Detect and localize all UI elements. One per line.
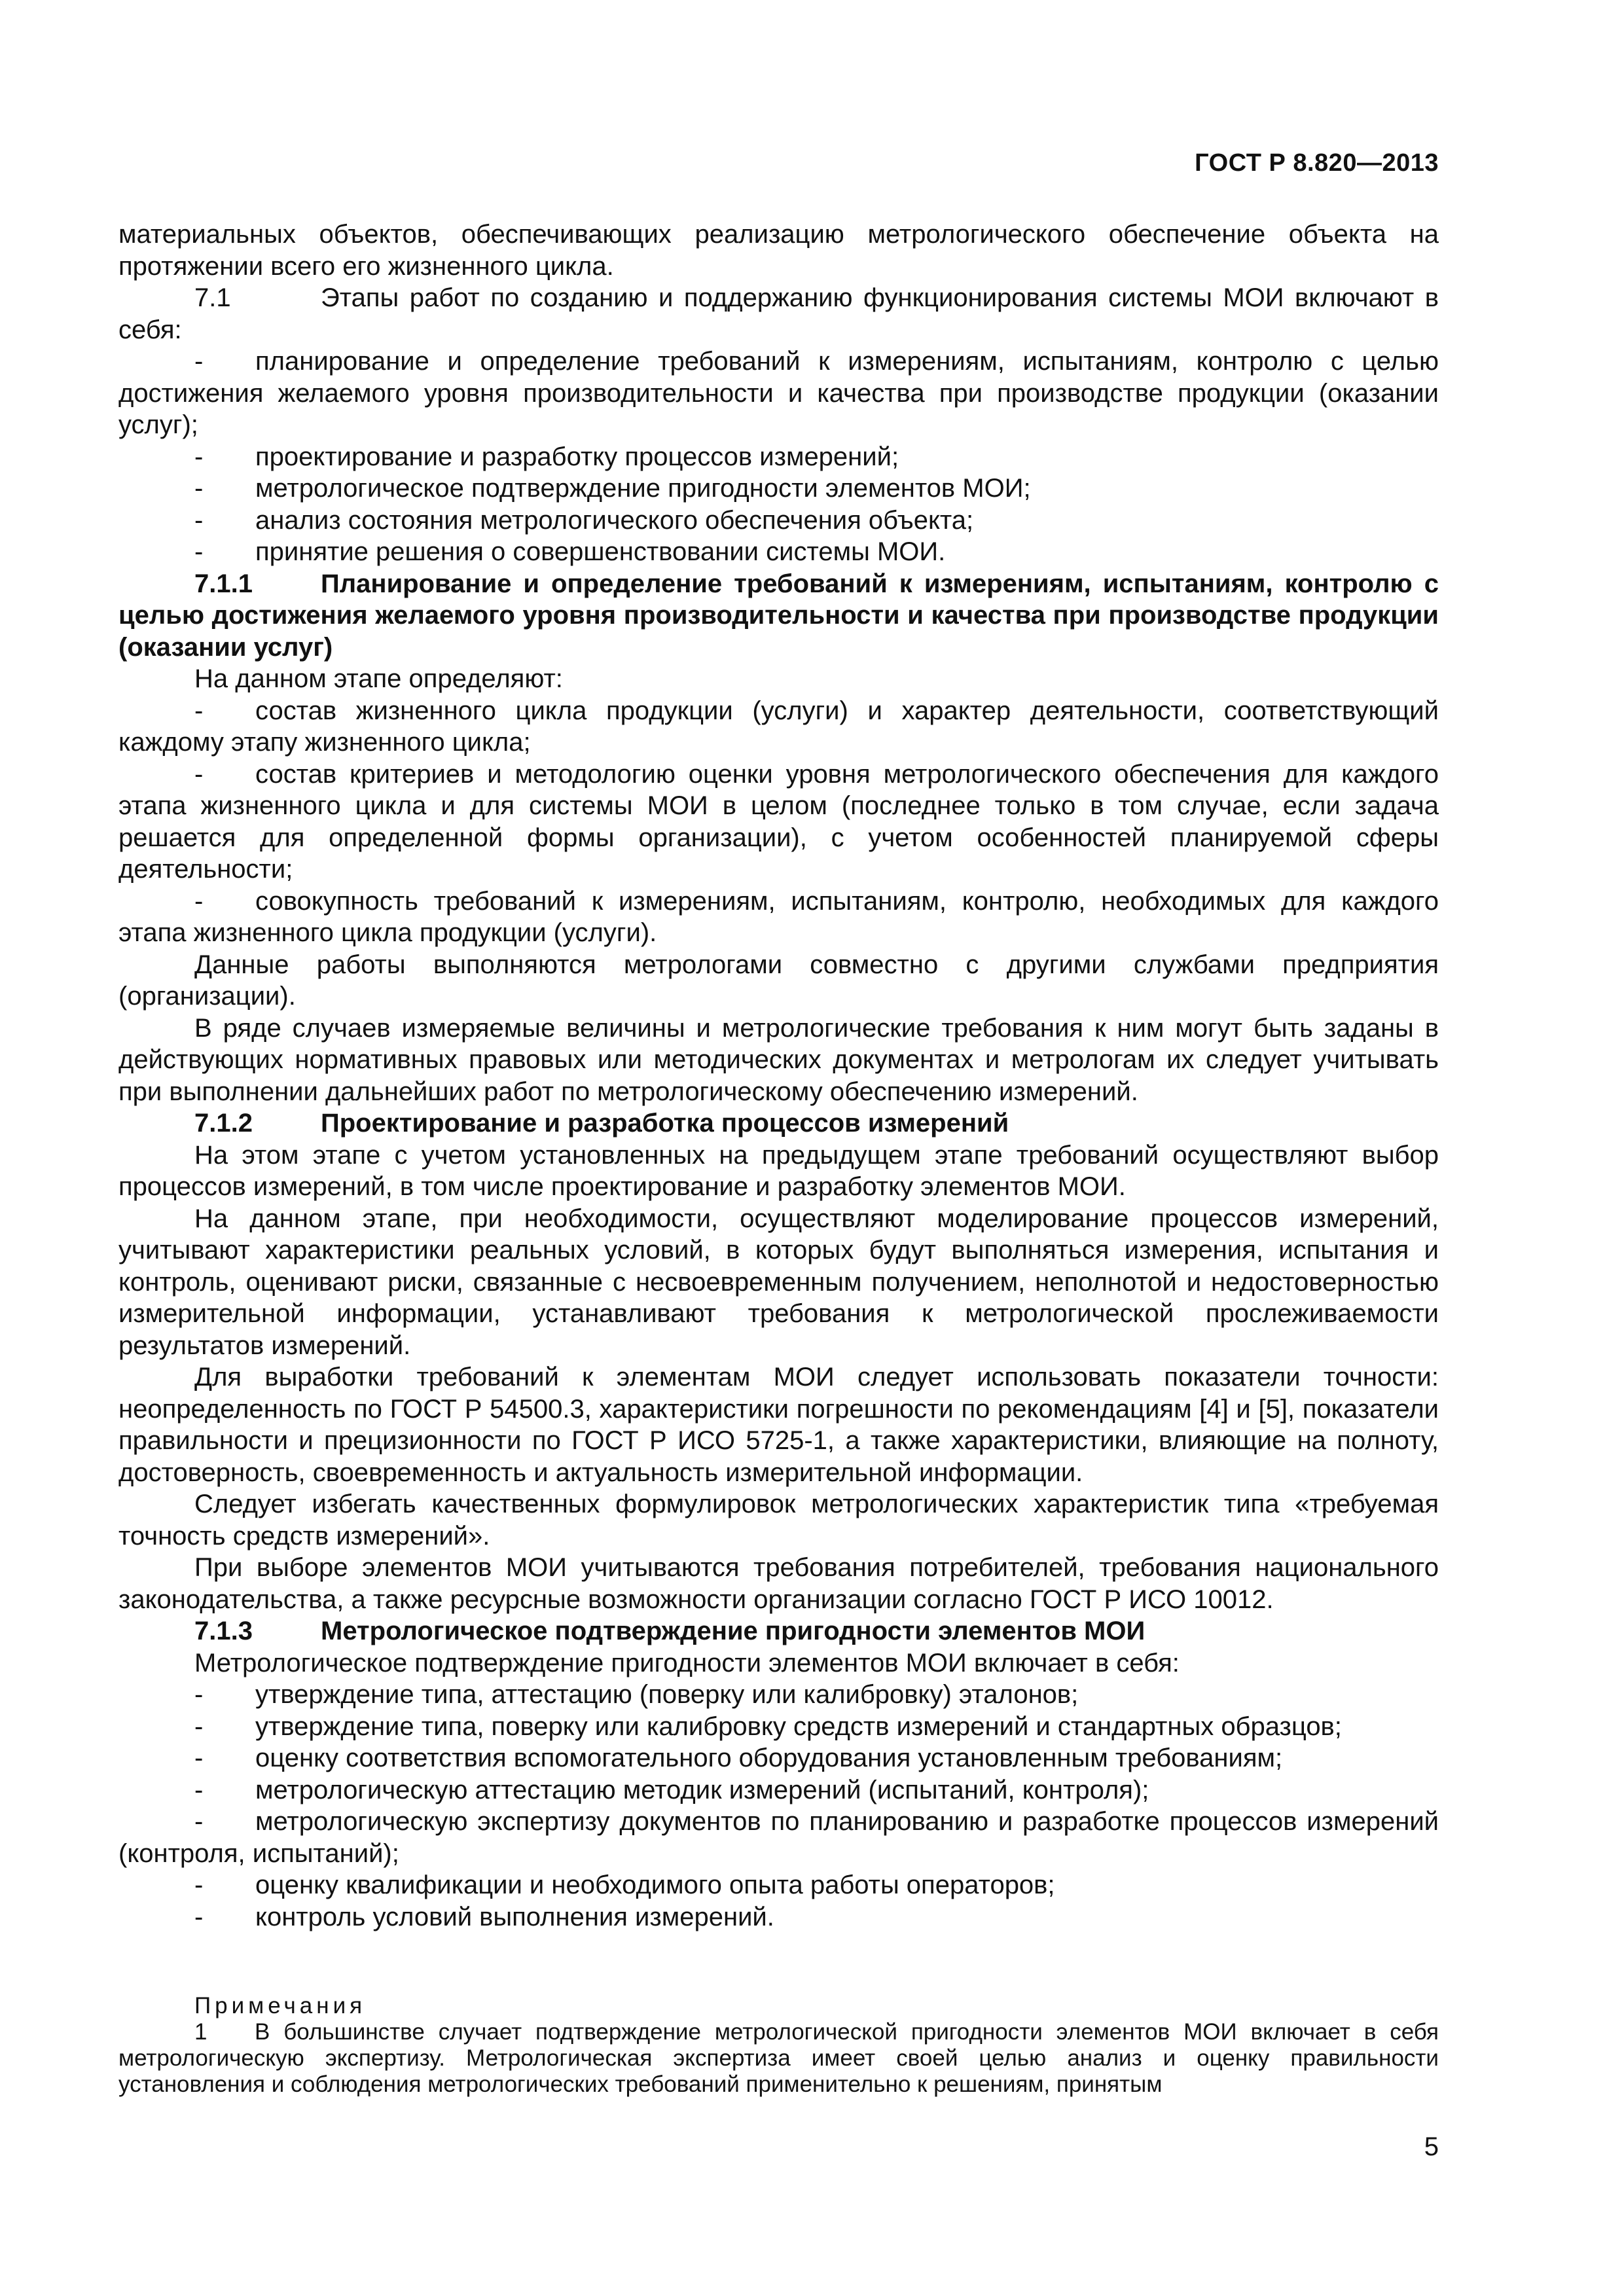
dash-marker: - <box>194 886 204 916</box>
dash-marker: - <box>194 1871 204 1899</box>
dash-marker: - <box>194 505 204 535</box>
paragraph: Данные работы выполняются метрологами совместно с другими службами предприятия (организации). <box>118 950 1439 1011</box>
section-number: 7.1.3 <box>194 1617 253 1645</box>
note-text: В большинстве случает подтверждение метрологической пригодности элементов МОИ включает в себя метрологическую экспертизу. Метрологическая экспертиза имеет своей целью анализ и оценку правильности установления и соблюдения метрологических требований применительно к решениям, принятым <box>118 2019 1439 2097</box>
list-item <box>118 1742 1439 1774</box>
paragraph: Следует избегать качественных формулировок метрологических характеристик типа «требуемая точность средств измерений». <box>118 1490 1439 1551</box>
list-item <box>118 886 1439 949</box>
section-title: Метрологическое подтверждение пригодности элементов МОИ <box>321 1617 1146 1645</box>
note-1 <box>118 2019 1439 2098</box>
dash-marker: - <box>194 347 204 376</box>
dash-marker: - <box>194 1744 204 1772</box>
list-item-text: принятие решения о совершенствовании системы МОИ. <box>255 537 946 566</box>
list-item <box>118 346 1439 441</box>
dash-marker: - <box>194 1807 204 1836</box>
notes-title: Примечания <box>194 1993 367 2018</box>
section-title: Проектирование и разработка процессов измерений <box>321 1109 1009 1138</box>
list-item-text: проектирование и разработку процессов измерений; <box>255 442 899 471</box>
dash-marker: - <box>194 1712 204 1741</box>
dash-marker: - <box>194 1680 204 1709</box>
paragraph: Метрологическое подтверждение пригодности элементов МОИ включает в себя: <box>194 1648 1180 1677</box>
list-item <box>118 1774 1439 1806</box>
list-item <box>118 441 1439 473</box>
dash-marker: - <box>194 696 204 725</box>
page-number: 5 <box>1424 2132 1439 2161</box>
paragraph: Для выработки требований к элементам МОИ следует использовать показатели точности: неопределенность по ГОСТ Р 54500.3, характеристики погрешности по рекомендациям [4] и [5], показатели правильности и прецизионности по ГОСТ Р ИСО 5725-1, а также характеристики, влияющие на полноту, достоверность, своевременность и актуальность измерительной информации. <box>118 1363 1439 1487</box>
section-7-1 <box>118 282 1439 346</box>
paragraph: В ряде случаев измеряемые величины и метрологические требования к ним могут быть заданы в действующих нормативных правовых или методических документах и метрологам их следует учитывать при выполнении дальнейших работ по метрологическому обеспечению измерений. <box>118 1013 1439 1106</box>
paragraph: На этом этапе с учетом установленных на предыдущем этапе требований осуществляют выбор процессов измерений, в том числе проектирование и разработку элементов МОИ. <box>118 1140 1439 1201</box>
note-number: 1 <box>194 2019 208 2045</box>
list-item-text: утверждение типа, аттестацию (поверку или калибровку) эталонов; <box>255 1680 1079 1709</box>
main-text <box>118 219 1439 1933</box>
list-item-text: оценку соответствия вспомогательного оборудования установленным требованиям; <box>255 1744 1283 1772</box>
list-item <box>118 1806 1439 1869</box>
notes-block <box>118 1993 1439 2098</box>
dash-marker: - <box>194 1902 204 1931</box>
section-title: Планирование и определение требований к измерениям, испытаниям, контролю с целью достижения желаемого уровня производительности и качества при производстве продукции (оказании услуг) <box>118 569 1439 662</box>
section-7-1-1-heading <box>118 568 1439 664</box>
paragraph: На данном этапе, при необходимости, осуществляют моделирование процессов измерений, учитывают характеристики реальных условий, в которых будут выполняться измерения, испытания и контроль, оценивают риски, связанные с несвоевременным получением, неполнотой и недостоверностью измерительной информации, устанавливают требования к метрологической прослеживаемости результатов измерений. <box>118 1204 1439 1360</box>
dash-marker: - <box>194 1775 204 1804</box>
section-number: 7.1 <box>194 283 231 312</box>
document-code-header: ГОСТ Р 8.820—2013 <box>1195 149 1439 177</box>
list-item-text: состав критериев и методологию оценки уровня метрологического обеспечения для каждого этапа жизненного цикла и для системы МОИ в целом (последнее только в том случае, если задача решается для определенной формы организации), с учетом особенностей планируемой сферы деятельности; <box>118 759 1439 884</box>
section-number: 7.1.2 <box>194 1109 253 1138</box>
list-item-text: планирование и определение требований к измерениям, испытаниям, контролю с целью достижения желаемого уровня производительности и качества при производстве продукции (оказании услуг); <box>118 347 1439 439</box>
list-item <box>118 1711 1439 1743</box>
section-7-1-3-heading <box>118 1615 1439 1647</box>
section-7-1-2-heading <box>118 1107 1439 1139</box>
list-item-text: совокупность требований к измерениям, испытаниям, контролю, необходимых для каждого этапа жизненного цикла продукции (услуги). <box>118 886 1439 947</box>
section-number: 7.1.1 <box>194 569 253 598</box>
list-item <box>118 759 1439 886</box>
list-item <box>118 1869 1439 1901</box>
list-item-text: утверждение типа, поверку или калибровку средств измерений и стандартных образцов; <box>255 1712 1342 1741</box>
list-item-text: состав жизненного цикла продукции (услуги) и характер деятельности, соответствующий каждому этапу жизненного цикла; <box>118 696 1439 757</box>
paragraph: На данном этапе определяют: <box>194 664 563 693</box>
list-item-text: метрологическую экспертизу документов по планированию и разработке процессов измерений (контроля, испытаний); <box>118 1807 1439 1868</box>
list-item-text: оценку квалификации и необходимого опыта работы операторов; <box>255 1871 1055 1899</box>
list-item <box>118 536 1439 568</box>
list-item-text: метрологическое подтверждение пригодности элементов МОИ; <box>255 474 1031 503</box>
section-text: Этапы работ по созданию и поддержанию функционирования системы МОИ включают в себя: <box>118 283 1439 344</box>
dash-marker: - <box>194 442 204 471</box>
list-item <box>118 1679 1439 1711</box>
list-item-text: метрологическую аттестацию методик измерений (испытаний, контроля); <box>255 1775 1149 1804</box>
list-item-text: контроль условий выполнения измерений. <box>255 1902 774 1931</box>
dash-marker: - <box>194 537 204 566</box>
continuation-paragraph: материальных объектов, обеспечивающих реализацию метрологического обеспечение объекта на протяжении всего его жизненного цикла. <box>118 220 1439 281</box>
dash-marker: - <box>194 759 204 789</box>
paragraph: При выборе элементов МОИ учитываются требования потребителей, требования национального законодательства, а также ресурсные возможности организации согласно ГОСТ Р ИСО 10012. <box>118 1553 1439 1614</box>
list-item <box>118 695 1439 759</box>
list-item <box>118 1901 1439 1933</box>
list-item <box>118 473 1439 505</box>
list-item <box>118 505 1439 537</box>
dash-marker: - <box>194 474 204 503</box>
list-item-text: анализ состояния метрологического обеспечения объекта; <box>255 505 974 535</box>
